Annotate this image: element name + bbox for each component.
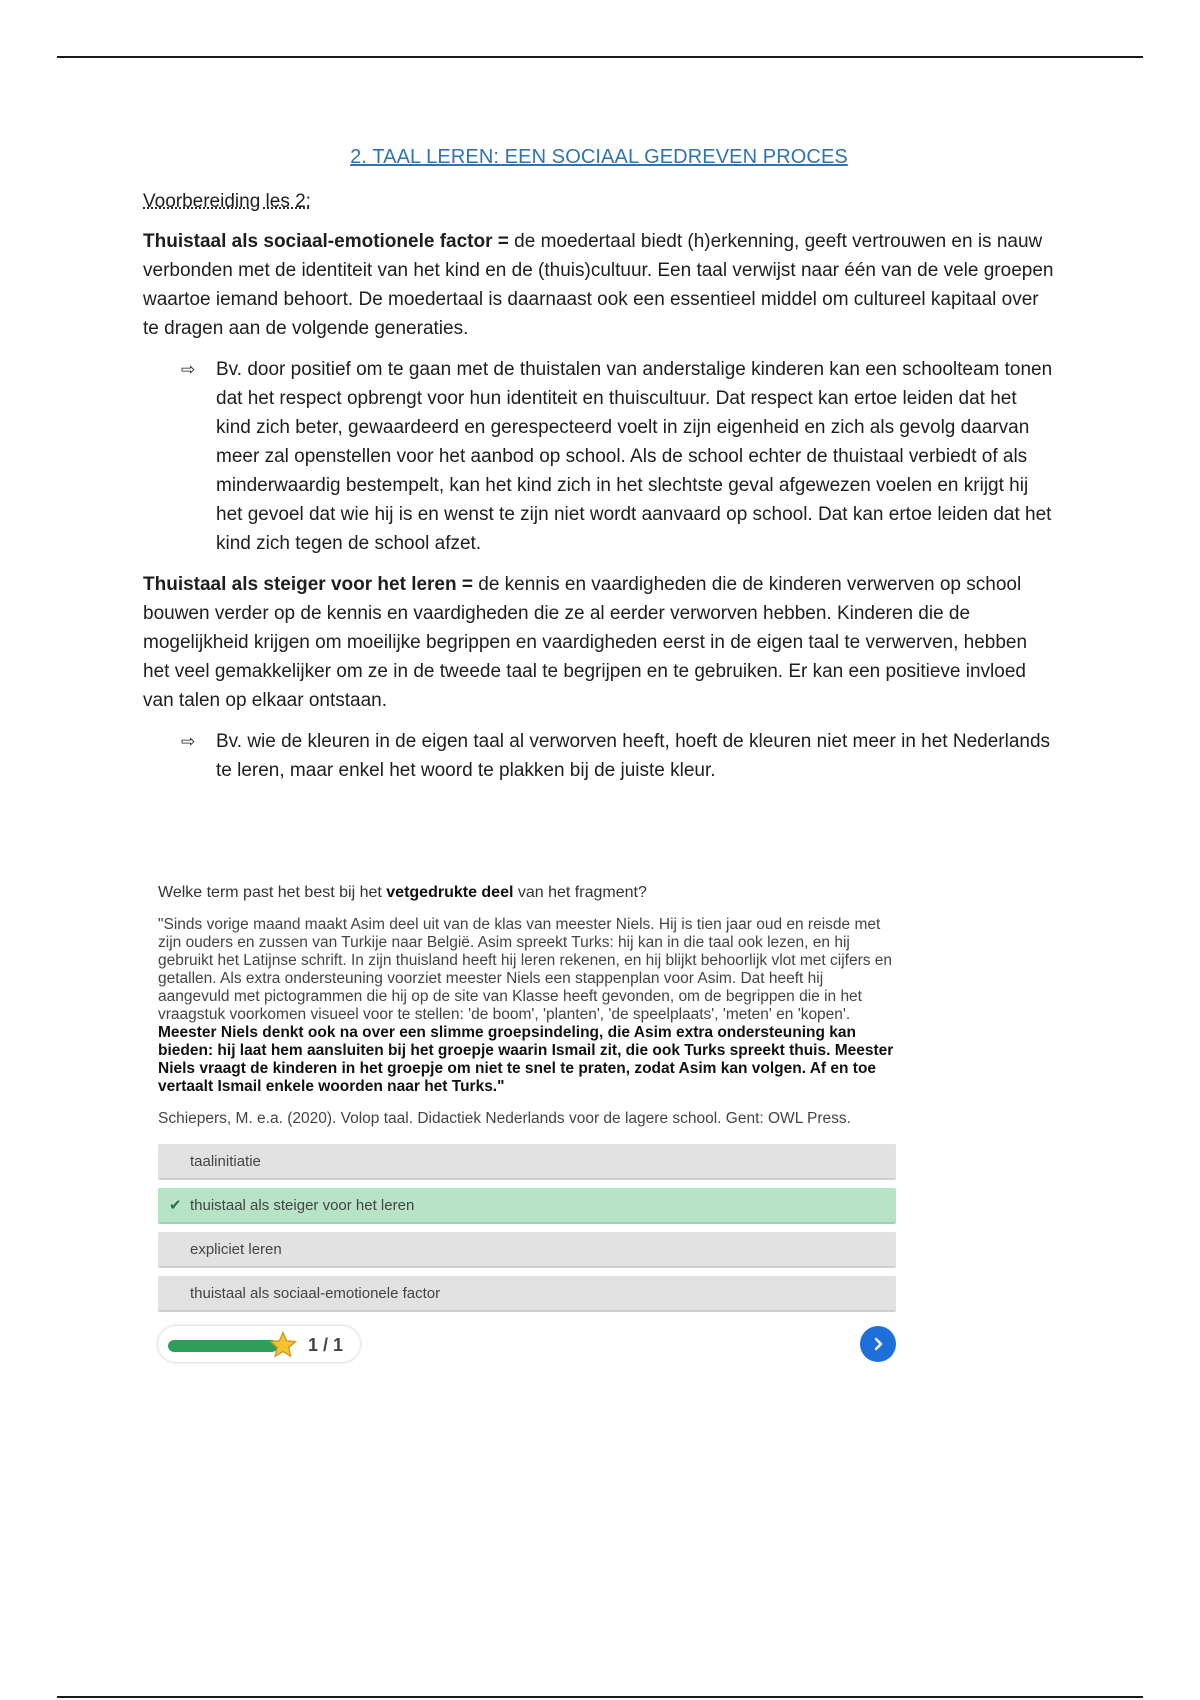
quiz-question [158, 884, 896, 902]
subheading: Voorbereiding les 2: [143, 191, 311, 212]
fragment-bold: Meester Niels denkt ook na over een slimme groepsindeling, die Asim extra ondersteuning kan bieden: hij laat hem aansluiten bij het groepje waarin Ismail zit, die ook Turks spreekt thuis. Meester Niels vraagt de kinderen in het groepje om niet te snel te praten, zodat Asim kan volgen. Af en toe vertaalt Ismail enkele woorden naar het Turks." [158, 1024, 894, 1095]
document-body [143, 140, 1055, 797]
section2-example-text: Bv. wie de kleuren in de eigen taal al verworven heeft, hoeft de kleuren niet meer in het Nederlands te leren, maar enkel het woord te plakken bij de juiste kleur. [216, 731, 1051, 781]
section1-term: Thuistaal als sociaal-emotionele factor = [143, 231, 509, 252]
fragment-normal: "Sinds vorige maand maakt Asim deel uit van de klas van meester Niels. Hij is tien jaar oud en reisde met zijn ouders en zussen van Turkije naar België. Asim spreekt Turks: hij kan in die taal ook lezen, en hij gebruikt het Latijnse schrift. In zijn thuisland heeft hij leren rekenen, en hij blijkt behoorlijk vlot met cijfers en getallen. Als extra ondersteuning voorziet meester Niels een stappenplan voor Asim. Dat heeft hij aangevuld met pictogrammen die hij op de site van Klasse heeft gevonden, om de begrippen die in het vraagstuk voorkomen visueel voor te stellen: 'de boom', 'planten', 'de speelplaats', 'meten' en 'kopen'. [158, 916, 893, 1023]
quiz-citation: Schiepers, M. e.a. (2020). Volop taal. Didactiek Nederlands voor de lagere school. Gent: OWL Press. [158, 1110, 851, 1127]
answer-option-correct[interactable] [158, 1188, 896, 1224]
answer-option-label: expliciet leren [190, 1240, 282, 1258]
header-rule [57, 56, 1143, 58]
footer-rule [57, 1696, 1143, 1698]
section1-example [143, 355, 1055, 558]
star-icon [268, 1330, 298, 1360]
answer-option[interactable] [158, 1144, 896, 1180]
question-text-post: van het fragment? [513, 884, 647, 901]
answer-option[interactable] [158, 1232, 896, 1268]
section1-paragraph [143, 227, 1055, 343]
progress-bar-fill [168, 1340, 278, 1352]
progress-row [158, 1324, 896, 1364]
page-title: 2. TAAL LEREN: EEN SOCIAAL GEDREVEN PROCES [350, 146, 848, 168]
section1-example-text: Bv. door positief om te gaan met de thuistalen van anderstalige kinderen kan een schoolteam tonen dat het respect opbrengt voor hun identiteit en thuiscultuur. Dat respect kan ertoe leiden dat het kind zich beter, gewaardeerd en gerespecteerd voelt in zijn eigenheid en zich als gevolg daarvan meer zal openstellen voor het aanbod op school. Als de school echter de thuistaal verbiedt of als minderwaardig bestempelt, kan het kind zich in het slechtste geval afgewezen voelen en krijgt hij het gevoel dat wie hij is en wenst te zijn niet wordt aanvaard op school. Dat kan ertoe leiden dat het kind zich tegen de school afzet. [216, 359, 1053, 554]
question-text-pre: Welke term past het best bij het [158, 884, 387, 901]
chevron-right-icon [870, 1336, 886, 1352]
quiz-fragment [158, 916, 896, 1096]
section2-definition: de kennis en vaardigheden die de kinderen verwerven op school bouwen verder op de kennis en vaardigheden die ze al eerder verworven hebben. Kinderen die de mogelijkheid krijgen om moeilijke begrippen en vaardigheden eerst in de eigen taal te verwerven, hebben het veel gemakkelijker om ze in de tweede taal te begrijpen en te gebruiken. Er kan een positieve invloed van talen op elkaar ontstaan. [143, 574, 1028, 711]
section2-term: Thuistaal als steiger voor het leren = [143, 574, 473, 595]
check-icon: ✔ [169, 1197, 182, 1214]
quiz-widget [158, 880, 896, 1364]
score-label: 1 / 1 [308, 1335, 344, 1355]
arrow-bullet-icon: ⇨ [181, 360, 196, 379]
progress-indicator [158, 1326, 360, 1362]
section2-paragraph [143, 570, 1055, 715]
section1-definition: de moedertaal biedt (h)erkenning, geeft vertrouwen en is nauw verbonden met de identiteit van het kind en de (thuis)cultuur. Een taal verwijst naar één van de vele groepen waartoe iemand behoort. De moedertaal is daarnaast ook een essentieel middel om cultureel kapitaal over te dragen aan de volgende generaties. [143, 231, 1054, 339]
section2-example [143, 727, 1055, 785]
answer-option[interactable] [158, 1276, 896, 1312]
next-button[interactable] [860, 1326, 896, 1362]
arrow-bullet-icon: ⇨ [181, 732, 196, 751]
answer-option-label: thuistaal als steiger voor het leren [190, 1196, 415, 1214]
question-text-bold: vetgedrukte deel [386, 884, 514, 901]
answer-option-label: thuistaal als sociaal-emotionele factor [190, 1284, 441, 1302]
answer-option-label: taalinitiatie [190, 1152, 261, 1170]
progress-track [168, 1340, 278, 1352]
